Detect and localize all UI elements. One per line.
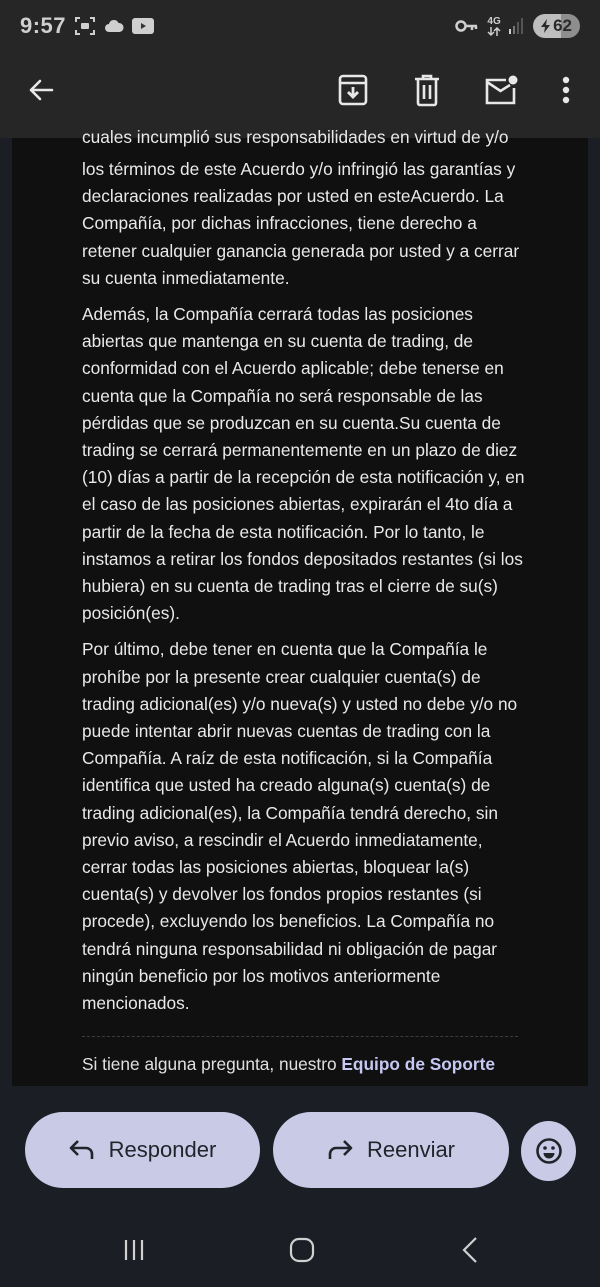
arrow-left-icon bbox=[27, 76, 55, 104]
support-team-link[interactable]: Equipo de Soporte bbox=[341, 1054, 496, 1074]
vpn-key-icon bbox=[455, 19, 479, 33]
youtube-icon bbox=[132, 18, 154, 34]
archive-icon bbox=[338, 74, 368, 106]
email-paragraph-1: los términos de este Acuerdo y/o infringió las garantías y declaraciones realizadas por usted en esteAcuerdo. La Compañía, por dichas infracciones, tiene derecho a retener cualquier ganancia generada por usted y a cerrar su cuenta inmediatamente. bbox=[82, 159, 520, 288]
more-options-button[interactable] bbox=[542, 66, 590, 114]
support-footer-text: Si tiene alguna pregunta, nuestro bbox=[82, 1054, 342, 1074]
archive-button[interactable] bbox=[329, 66, 377, 114]
action-bar bbox=[0, 1112, 600, 1188]
status-time: 9:57 bbox=[20, 13, 67, 38]
screenshot-icon bbox=[74, 15, 96, 37]
home-button[interactable] bbox=[277, 1230, 327, 1270]
home-icon bbox=[289, 1237, 315, 1263]
back-button[interactable] bbox=[17, 66, 65, 114]
more-vertical-icon bbox=[562, 76, 570, 104]
battery-charging-icon bbox=[533, 14, 580, 38]
forward-label: Reenviar bbox=[366, 1137, 456, 1162]
dashed-divider bbox=[82, 1036, 518, 1037]
support-footer-line bbox=[82, 1054, 495, 1075]
emoji-smile-icon bbox=[535, 1137, 563, 1165]
forward-icon bbox=[327, 1139, 353, 1161]
email-paragraph-2: Además, la Compañía cerrará todas las posiciones abiertas que mantenga en su cuenta de trading, de conformidad con el Acuerdo aplicable; debe tenerse en cuenta que la Compañía no será responsable de las pérdidas que se produzcan en su cuenta.Su cuenta de trading se cerrará permanentemente en un plazo de diez (10) días a partir de la recepción de esta notificación y, en el caso de las posiciones abiertas, expirarán el 4to día a partir de la fecha de esta notificación. Por lo tanto, le instamos a retirar los fondos depositados restantes (si los hubiera) en su cuenta de trading tras el cierre de su(s) posición(es). bbox=[82, 304, 525, 624]
system-nav-bar bbox=[0, 1210, 600, 1287]
email-body bbox=[12, 127, 588, 1086]
network-label: 4G bbox=[487, 15, 501, 27]
delete-button[interactable] bbox=[403, 66, 451, 114]
network-4g-icon bbox=[487, 17, 501, 36]
status-right bbox=[455, 14, 580, 38]
mark-unread-button[interactable] bbox=[477, 66, 525, 114]
reply-label: Responder bbox=[108, 1137, 217, 1162]
nav-back-button[interactable] bbox=[445, 1230, 495, 1270]
email-paragraph-3: Por último, debe tener en cuenta que la Compañía le prohíbe por la presente crear cualquier cuenta(s) de trading adicional(es) y/o nueva(s) y usted no debe y/o no puede intentar abrir nuevas cuentas de trading con la Compañía. A raíz de esta notificación, si la Compañía identifica que usted ha creado alguna(s) cuenta(s) de trading adicional(es), la Compañía tendrá derecho, sin previo aviso, a rescindir el Acuerdo inmediatamente, cerrar todas las posiciones abiertas, bloquear la(s) cuenta(s) y devolver los fondos propios restantes (si procede), excluyendo los beneficios. La Compañía no tendrá ninguna responsabilidad ni obligación de pagar ningún beneficio por los motivos anteriormente mencionados. bbox=[82, 639, 518, 1014]
mail-unread-icon bbox=[484, 75, 518, 105]
back-chevron-icon bbox=[461, 1236, 479, 1264]
email-paragraphs bbox=[82, 156, 527, 1026]
forward-button[interactable] bbox=[273, 1112, 509, 1188]
status-bar bbox=[0, 0, 600, 52]
emoji-reaction-button[interactable] bbox=[521, 1121, 576, 1181]
recents-button[interactable] bbox=[109, 1230, 159, 1270]
signal-icon bbox=[509, 18, 525, 34]
cloud-icon bbox=[104, 19, 124, 33]
reply-icon bbox=[69, 1139, 95, 1161]
reply-button[interactable] bbox=[25, 1112, 260, 1188]
battery-level: 62 bbox=[553, 16, 572, 35]
recents-icon bbox=[122, 1238, 146, 1262]
email-text-cut-line: cuales incumplió sus responsabilidades en virtud de y/o bbox=[82, 127, 509, 147]
status-left bbox=[20, 13, 154, 39]
trash-icon bbox=[413, 74, 441, 106]
